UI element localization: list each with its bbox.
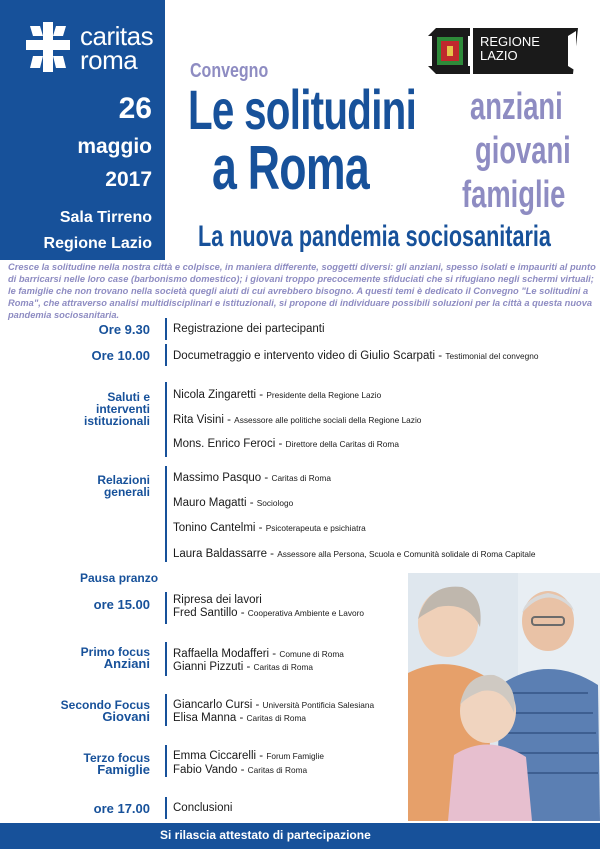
divider	[165, 382, 167, 457]
speaker: Emma Ciccarelli - Forum Famiglie	[173, 750, 324, 762]
program-text: Ripresa dei lavori	[173, 594, 262, 606]
speaker-name: Fabio Vando	[173, 764, 238, 776]
speaker-role: Caritas di Roma	[246, 713, 307, 723]
caritas-cross-icon	[26, 22, 70, 72]
speaker-role: Caritas di Roma	[247, 765, 308, 775]
divider	[165, 344, 167, 366]
elderly-couple-photo	[408, 573, 600, 821]
time-label: ore 17.00	[93, 801, 150, 816]
speaker: Laura Baldassarre - Assessore alla Persona, Scuola e Comunità solidale di Roma Capitale	[173, 548, 536, 560]
program-text: Documetraggio e intervento video di Giulio Scarpati	[173, 350, 436, 362]
speaker: Fabio Vando - Caritas di Roma	[173, 764, 308, 776]
regione-line1: REGIONE	[480, 34, 540, 49]
lunch-break-label: Pausa pranzo	[80, 571, 159, 585]
title-line1: Le solitudini	[188, 78, 417, 141]
org-name-line2: roma	[80, 45, 138, 75]
section-label-line: Anziani	[103, 656, 150, 671]
speaker-name: Mons. Enrico Feroci	[173, 438, 276, 450]
section-label-line: Secondo Focus	[60, 698, 150, 712]
caritas-logo	[20, 22, 160, 78]
divider	[165, 745, 167, 777]
speaker-name: Laura Baldassarre	[173, 548, 267, 560]
speaker-name: Rita Visini	[173, 414, 224, 426]
section-label-line: Terzo focus	[83, 751, 150, 765]
section-label-line: generali	[103, 485, 150, 499]
program-role: Testimonial del convegno	[445, 351, 539, 361]
date-day: 26	[118, 92, 152, 125]
program-text: Conclusioni	[173, 802, 233, 814]
speaker-role: Cooperativa Ambiente e Lavoro	[247, 608, 365, 618]
speaker: Giancarlo Cursi - Università Pontificia Salesiana	[173, 699, 375, 711]
section-label	[0, 752, 150, 776]
speaker: Nicola Zingaretti - Presidente della Regione Lazio	[173, 389, 382, 401]
speaker-role: Direttore della Caritas di Roma	[285, 439, 399, 449]
footer-text: Si rilascia attestato di partecipazione	[160, 828, 371, 842]
time-label: Ore 9.30	[98, 322, 150, 337]
audience-anziani: anziani	[470, 86, 563, 128]
program-item	[173, 594, 262, 606]
speaker: Fred Santillo - Cooperativa Ambiente e Lavoro	[173, 607, 365, 619]
speaker: Raffaella Modafferi - Comune di Roma	[173, 648, 344, 660]
divider	[165, 466, 167, 562]
speaker-name: Gianni Pizzuti	[173, 661, 244, 673]
section-label-line: Saluti e	[107, 390, 150, 404]
divider	[165, 797, 167, 819]
speaker: Gianni Pizzuti - Caritas di Roma	[173, 661, 314, 673]
speaker-name: Elisa Manna	[173, 712, 237, 724]
speaker-role: Università Pontificia Salesiana	[262, 700, 375, 710]
speaker-name: Fred Santillo	[173, 607, 238, 619]
speaker-name: Massimo Pasquo	[173, 472, 262, 484]
divider	[165, 592, 167, 624]
time-label: Ore 10.00	[91, 348, 150, 363]
section-label	[0, 699, 150, 723]
date-month: maggio	[77, 135, 152, 158]
audience-giovani: giovani	[475, 130, 571, 172]
speaker-role: Psicoterapeuta e psichiatra	[265, 523, 366, 533]
intro-paragraph: Cresce la solitudine nella nostra città e colpisce, in maniera differente, soggetti diversi: gli anziani, spesso isolati e impauriti al punto di barricarsi nelle loro case (barbonismo domestico); i giovani troppo precocemente sfiduciati che si rifugiano negli schermi virtuali; le famiglie che non trovano nella società quegli aiuti di cui avrebbero bisogno. A questi temi è dedicato il Convegno "Le solitudini a Roma", che attraverso analisi multidisciplinari e istituzionali, si propone di individuare possibili soluzioni per la città a questa nuova pandemia sociosanitaria.	[8, 262, 596, 320]
speaker: Elisa Manna - Caritas di Roma	[173, 712, 307, 724]
divider	[165, 642, 167, 676]
section-label-line: Relazioni	[97, 473, 150, 487]
speaker-role: Assessore alle politiche sociali della Regione Lazio	[234, 415, 422, 425]
caritas-wordmark	[80, 21, 154, 75]
regione-lazio-logo	[428, 26, 578, 76]
speaker-role: Caritas di Roma	[253, 662, 314, 672]
speaker-name: Nicola Zingaretti	[173, 389, 257, 401]
divider	[165, 318, 167, 340]
venue-line1: Sala Tirreno	[59, 209, 152, 226]
divider	[165, 694, 167, 726]
speaker-role: Sociologo	[256, 498, 294, 508]
time-label: ore 15.00	[93, 597, 150, 612]
event-kicker: Convegno	[190, 60, 269, 82]
program-text: Registrazione dei partecipanti	[173, 323, 325, 335]
speaker-name: Giancarlo Cursi	[173, 699, 253, 711]
speaker: Mons. Enrico Feroci - Direttore della Caritas di Roma	[173, 438, 399, 450]
speaker: Massimo Pasquo - Caritas di Roma	[173, 472, 331, 484]
section-label-line: Primo focus	[80, 645, 150, 659]
section-label	[0, 474, 150, 498]
speaker: Tonino Cantelmi - Psicoterapeuta e psichiatra	[173, 522, 366, 534]
section-label-line: Giovani	[102, 709, 150, 724]
speaker-name: Mauro Magatti	[173, 497, 247, 509]
speaker-name: Emma Ciccarelli	[173, 750, 257, 762]
date-year: 2017	[105, 168, 152, 191]
section-label	[0, 646, 150, 670]
audience-famiglie: famiglie	[462, 174, 566, 216]
regione-wordmark	[480, 35, 540, 63]
speaker-name: Tonino Cantelmi	[173, 522, 256, 534]
subtitle: La nuova pandemia sociosanitaria	[198, 220, 551, 253]
speaker-role: Comune di Roma	[279, 649, 344, 659]
speaker-role: Caritas di Roma	[271, 473, 331, 483]
org-name-line1: caritas	[80, 21, 154, 51]
speaker: Rita Visini - Assessore alle politiche sociali della Regione Lazio	[173, 414, 422, 426]
speaker-role: Assessore alla Persona, Scuola e Comunità solidale di Roma Capitale	[277, 549, 536, 559]
section-label-line: istituzionali	[84, 414, 150, 428]
program-item	[173, 802, 232, 814]
speaker-name: Raffaella Modafferi	[173, 648, 270, 660]
venue-line2: Regione Lazio	[43, 235, 152, 252]
speaker-role: Forum Famiglie	[266, 751, 324, 761]
program-item: Documetraggio e intervento video di Giulio Scarpati - Testimonial del convegno	[173, 350, 539, 362]
title-line2: a Roma	[212, 134, 369, 203]
speaker: Mauro Magatti - Sociologo	[173, 497, 294, 509]
section-label	[0, 391, 150, 427]
speaker-role: Presidente della Regione Lazio	[266, 390, 382, 400]
regione-line2: LAZIO	[480, 48, 518, 63]
section-label-line: Famiglie	[97, 762, 150, 777]
program-item	[173, 323, 325, 335]
section-label-line: interventi	[95, 402, 150, 416]
